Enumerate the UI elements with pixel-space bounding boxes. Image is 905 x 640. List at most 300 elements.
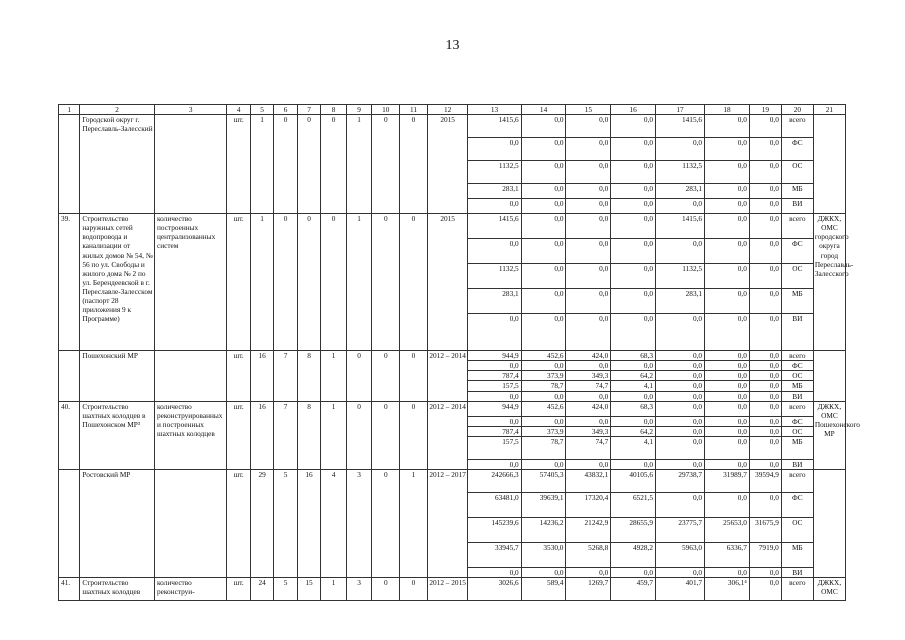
- quantity-cell: 0: [400, 214, 428, 351]
- program-table: [58, 104, 860, 601]
- amount-cell: 74,7: [566, 436, 611, 459]
- amount-cell: 349,3: [566, 371, 611, 381]
- amount-cell: 0,0: [611, 138, 656, 161]
- item-name-cell: Городской округ г. Переславль-Залесский: [80, 115, 155, 214]
- table-row: [59, 578, 846, 601]
- item-number-cell: 40.: [59, 401, 80, 469]
- amount-cell: 0,0: [611, 289, 656, 314]
- amount-cell: 0,0: [749, 391, 781, 401]
- indicator-cell: [154, 469, 227, 577]
- amount-cell: 0,0: [611, 567, 656, 577]
- item-name-cell: Строительство наружных сетей водопровода и канализации от жилых домов № 54, № 56 по ул. Свободы и жилого дома № 2 по ул. Берендеевской в г. Переславле-Залесском (паспорт 28 приложения 9 к Программе): [80, 214, 155, 351]
- column-number-cell: 20: [781, 105, 813, 115]
- unit-cell: шт.: [227, 115, 250, 214]
- amount-cell: 0,0: [611, 361, 656, 371]
- indicator-cell: количество построенных централизованных систем: [154, 214, 227, 351]
- amount-cell: 0,0: [656, 567, 705, 577]
- amount-cell: 0,0: [705, 138, 750, 161]
- responsible-cell: [813, 351, 845, 402]
- item-name-cell: Строительство шахтных колодцев в Пошехонском МР³: [80, 401, 155, 469]
- amount-cell: 0,0: [656, 199, 705, 214]
- amount-cell: 157,5: [468, 436, 521, 459]
- amount-cell: 0,0: [749, 289, 781, 314]
- funding-source-cell: ВИ: [781, 391, 813, 401]
- quantity-cell: 0: [321, 115, 347, 214]
- period-cell: 2015: [427, 214, 468, 351]
- amount-cell: 0,0: [468, 361, 521, 371]
- amount-cell: 0,0: [521, 391, 566, 401]
- amount-cell: 0,0: [705, 436, 750, 459]
- column-number-cell: 2: [80, 105, 155, 115]
- amount-cell: 0,0: [749, 371, 781, 381]
- amount-cell: 283,1: [468, 184, 521, 199]
- column-number-cell: 13: [468, 105, 521, 115]
- item-name-cell: Пошехонский МР: [80, 351, 155, 402]
- item-number-cell: [59, 115, 80, 214]
- funding-source-cell: ФС: [781, 239, 813, 264]
- funding-source-cell: всего: [781, 214, 813, 239]
- amount-cell: 0,0: [656, 314, 705, 351]
- amount-cell: 283,1: [468, 289, 521, 314]
- amount-cell: 0,0: [566, 416, 611, 426]
- indicator-cell: количество реконструированных и построенных шахтных колодцев: [154, 401, 227, 469]
- quantity-cell: 7: [274, 401, 297, 469]
- column-number-cell: 10: [372, 105, 400, 115]
- table-row: [59, 214, 846, 239]
- amount-cell: 0,0: [468, 199, 521, 214]
- amount-cell: 0,0: [705, 184, 750, 199]
- amount-cell: 0,0: [566, 314, 611, 351]
- item-number-cell: 39.: [59, 214, 80, 351]
- amount-cell: 0,0: [705, 381, 750, 391]
- quantity-cell: 0: [346, 351, 372, 402]
- amount-cell: 78,7: [521, 381, 566, 391]
- quantity-cell: 0: [297, 214, 320, 351]
- quantity-cell: 16: [297, 469, 320, 577]
- column-number-cell: 19: [749, 105, 781, 115]
- amount-cell: 283,1: [656, 184, 705, 199]
- quantity-cell: 3: [346, 578, 372, 601]
- amount-cell: 0,0: [705, 351, 750, 361]
- amount-cell: 7919,0: [749, 542, 781, 567]
- quantity-cell: 8: [297, 401, 320, 469]
- amount-cell: 0,0: [749, 264, 781, 289]
- quantity-cell: 29: [250, 469, 273, 577]
- amount-cell: 0,0: [749, 115, 781, 138]
- amount-cell: 145239,6: [468, 517, 521, 542]
- amount-cell: 3530,0: [521, 542, 566, 567]
- amount-cell: 0,0: [705, 214, 750, 239]
- amount-cell: 0,0: [468, 138, 521, 161]
- funding-source-cell: всего: [781, 578, 813, 601]
- table-header-row: [59, 105, 846, 115]
- funding-source-cell: ОС: [781, 371, 813, 381]
- responsible-cell: ДЖКХ, ОМС Пошехонского МР: [813, 401, 845, 469]
- table-row: [59, 469, 846, 492]
- amount-cell: 14236,2: [521, 517, 566, 542]
- amount-cell: 0,0: [705, 426, 750, 436]
- quantity-cell: 3: [346, 469, 372, 577]
- responsible-cell: [813, 469, 845, 577]
- quantity-cell: 0: [321, 214, 347, 351]
- amount-cell: 0,0: [749, 381, 781, 391]
- column-number-cell: 6: [274, 105, 297, 115]
- amount-cell: 0,0: [566, 391, 611, 401]
- amount-cell: 0,0: [611, 214, 656, 239]
- amount-cell: 0,0: [705, 401, 750, 416]
- quantity-cell: 16: [250, 351, 273, 402]
- amount-cell: 0,0: [749, 351, 781, 361]
- amount-cell: 0,0: [656, 391, 705, 401]
- quantity-cell: 0: [372, 578, 400, 601]
- quantity-cell: 0: [372, 401, 400, 469]
- amount-cell: 0,0: [705, 314, 750, 351]
- amount-cell: 306,1⁴: [705, 578, 750, 601]
- amount-cell: 157,5: [468, 381, 521, 391]
- amount-cell: 17320,4: [566, 492, 611, 517]
- unit-cell: шт.: [227, 351, 250, 402]
- quantity-cell: 0: [372, 469, 400, 577]
- amount-cell: 787,4: [468, 426, 521, 436]
- amount-cell: 0,0: [468, 314, 521, 351]
- amount-cell: 0,0: [521, 161, 566, 184]
- quantity-cell: 1: [321, 351, 347, 402]
- amount-cell: 23775,7: [656, 517, 705, 542]
- amount-cell: 0,0: [521, 264, 566, 289]
- amount-cell: 0,0: [705, 371, 750, 381]
- amount-cell: 5268,8: [566, 542, 611, 567]
- amount-cell: 1132,5: [468, 264, 521, 289]
- indicator-cell: количество реконструи-: [154, 578, 227, 601]
- funding-source-cell: ФС: [781, 492, 813, 517]
- funding-source-cell: МБ: [781, 436, 813, 459]
- amount-cell: 0,0: [705, 361, 750, 371]
- amount-cell: 0,0: [749, 436, 781, 459]
- amount-cell: 0,0: [749, 199, 781, 214]
- amount-cell: 0,0: [705, 161, 750, 184]
- amount-cell: 0,0: [705, 264, 750, 289]
- quantity-cell: 5: [274, 469, 297, 577]
- period-cell: 2012 – 2014: [427, 351, 468, 402]
- amount-cell: 25653,0: [705, 517, 750, 542]
- column-number-cell: 21: [813, 105, 845, 115]
- amount-cell: 589,4: [521, 578, 566, 601]
- quantity-cell: 0: [400, 401, 428, 469]
- quantity-cell: 0: [400, 351, 428, 402]
- quantity-cell: 15: [297, 578, 320, 601]
- quantity-cell: 0: [297, 115, 320, 214]
- amount-cell: 0,0: [749, 214, 781, 239]
- amount-cell: 0,0: [705, 289, 750, 314]
- responsible-cell: ДЖКХ, ОМС: [813, 578, 845, 601]
- table-row: [59, 351, 846, 361]
- amount-cell: 3026,6: [468, 578, 521, 601]
- amount-cell: 0,0: [468, 567, 521, 577]
- amount-cell: 0,0: [705, 391, 750, 401]
- amount-cell: 283,1: [656, 289, 705, 314]
- amount-cell: 5963,0: [656, 542, 705, 567]
- quantity-cell: 0: [372, 214, 400, 351]
- column-number-cell: 8: [321, 105, 347, 115]
- funding-source-cell: ФС: [781, 361, 813, 371]
- funding-source-cell: всего: [781, 401, 813, 416]
- amount-cell: 0,0: [749, 161, 781, 184]
- amount-cell: 459,7: [611, 578, 656, 601]
- amount-cell: 0,0: [705, 459, 750, 469]
- amount-cell: 424,0: [566, 351, 611, 361]
- amount-cell: 33945,7: [468, 542, 521, 567]
- quantity-cell: 0: [372, 351, 400, 402]
- funding-source-cell: МБ: [781, 381, 813, 391]
- amount-cell: 0,0: [749, 401, 781, 416]
- funding-source-cell: ВИ: [781, 459, 813, 469]
- funding-source-cell: ФС: [781, 138, 813, 161]
- amount-cell: 0,0: [611, 264, 656, 289]
- amount-cell: 452,6: [521, 351, 566, 361]
- funding-source-cell: ОС: [781, 517, 813, 542]
- amount-cell: 4928,2: [611, 542, 656, 567]
- amount-cell: 0,0: [468, 416, 521, 426]
- amount-cell: 1415,6: [468, 115, 521, 138]
- quantity-cell: 1: [400, 469, 428, 577]
- amount-cell: 0,0: [749, 426, 781, 436]
- amount-cell: 0,0: [566, 184, 611, 199]
- unit-cell: шт.: [227, 401, 250, 469]
- amount-cell: 0,0: [656, 416, 705, 426]
- amount-cell: 68,3: [611, 351, 656, 361]
- amount-cell: 0,0: [656, 401, 705, 416]
- amount-cell: 21242,9: [566, 517, 611, 542]
- amount-cell: 0,0: [656, 459, 705, 469]
- unit-cell: шт.: [227, 578, 250, 601]
- column-number-cell: 1: [59, 105, 80, 115]
- amount-cell: 39594,9: [749, 469, 781, 492]
- amount-cell: 0,0: [611, 239, 656, 264]
- amount-cell: 0,0: [705, 416, 750, 426]
- amount-cell: 0,0: [611, 314, 656, 351]
- amount-cell: 373,9: [521, 426, 566, 436]
- period-cell: 2012 – 2014: [427, 401, 468, 469]
- amount-cell: 0,0: [521, 138, 566, 161]
- amount-cell: 0,0: [521, 361, 566, 371]
- amount-cell: 349,3: [566, 426, 611, 436]
- funding-source-cell: ВИ: [781, 314, 813, 351]
- item-number-cell: [59, 469, 80, 577]
- amount-cell: 68,3: [611, 401, 656, 416]
- amount-cell: 373,9: [521, 371, 566, 381]
- amount-cell: 1132,5: [468, 161, 521, 184]
- amount-cell: 31675,9: [749, 517, 781, 542]
- quantity-cell: 0: [274, 115, 297, 214]
- amount-cell: 0,0: [566, 459, 611, 469]
- quantity-cell: 1: [250, 115, 273, 214]
- column-number-cell: 16: [611, 105, 656, 115]
- amount-cell: 1415,6: [656, 214, 705, 239]
- amount-cell: 0,0: [705, 492, 750, 517]
- quantity-cell: 1: [321, 401, 347, 469]
- amount-cell: 28655,9: [611, 517, 656, 542]
- amount-cell: 0,0: [611, 161, 656, 184]
- amount-cell: 0,0: [611, 199, 656, 214]
- funding-source-cell: ОС: [781, 161, 813, 184]
- amount-cell: 0,0: [656, 361, 705, 371]
- amount-cell: 0,0: [656, 492, 705, 517]
- amount-cell: 0,0: [566, 115, 611, 138]
- amount-cell: 0,0: [749, 492, 781, 517]
- amount-cell: 64,2: [611, 371, 656, 381]
- amount-cell: 0,0: [656, 426, 705, 436]
- quantity-cell: 0: [274, 214, 297, 351]
- quantity-cell: 0: [400, 578, 428, 601]
- responsible-cell: [813, 115, 845, 214]
- funding-source-cell: МБ: [781, 542, 813, 567]
- amount-cell: 0,0: [749, 416, 781, 426]
- amount-cell: 0,0: [521, 214, 566, 239]
- funding-source-cell: всего: [781, 115, 813, 138]
- amount-cell: 452,6: [521, 401, 566, 416]
- amount-cell: 0,0: [566, 214, 611, 239]
- amount-cell: 0,0: [749, 578, 781, 601]
- indicator-cell: [154, 351, 227, 402]
- period-cell: 2012 – 2017: [427, 469, 468, 577]
- amount-cell: 0,0: [611, 416, 656, 426]
- amount-cell: 0,0: [566, 239, 611, 264]
- quantity-cell: 4: [321, 469, 347, 577]
- column-number-cell: 12: [427, 105, 468, 115]
- amount-cell: 1415,6: [656, 115, 705, 138]
- amount-cell: 0,0: [656, 138, 705, 161]
- amount-cell: 0,0: [749, 184, 781, 199]
- amount-cell: 0,0: [611, 391, 656, 401]
- amount-cell: 0,0: [468, 391, 521, 401]
- funding-source-cell: всего: [781, 469, 813, 492]
- quantity-cell: 16: [250, 401, 273, 469]
- amount-cell: 401,7: [656, 578, 705, 601]
- amount-cell: 0,0: [566, 567, 611, 577]
- amount-cell: 0,0: [749, 239, 781, 264]
- amount-cell: 64,2: [611, 426, 656, 436]
- amount-cell: 4,1: [611, 436, 656, 459]
- amount-cell: 0,0: [705, 199, 750, 214]
- table-row: [59, 401, 846, 416]
- amount-cell: 0,0: [749, 314, 781, 351]
- funding-source-cell: ФС: [781, 416, 813, 426]
- amount-cell: 0,0: [705, 115, 750, 138]
- amount-cell: 0,0: [521, 567, 566, 577]
- amount-cell: 944,9: [468, 351, 521, 361]
- amount-cell: 0,0: [521, 416, 566, 426]
- column-number-cell: 11: [400, 105, 428, 115]
- indicator-cell: [154, 115, 227, 214]
- amount-cell: 0,0: [566, 289, 611, 314]
- amount-cell: 0,0: [705, 567, 750, 577]
- amount-cell: 0,0: [566, 161, 611, 184]
- amount-cell: 1132,5: [656, 264, 705, 289]
- funding-source-cell: ВИ: [781, 199, 813, 214]
- column-number-cell: 3: [154, 105, 227, 115]
- amount-cell: 78,7: [521, 436, 566, 459]
- amount-cell: 6336,7: [705, 542, 750, 567]
- quantity-cell: 1: [346, 214, 372, 351]
- amount-cell: 0,0: [656, 239, 705, 264]
- unit-cell: шт.: [227, 469, 250, 577]
- amount-cell: 29738,7: [656, 469, 705, 492]
- amount-cell: 0,0: [468, 459, 521, 469]
- amount-cell: 1269,7: [566, 578, 611, 601]
- item-number-cell: 41.: [59, 578, 80, 601]
- column-number-cell: 4: [227, 105, 250, 115]
- amount-cell: 0,0: [468, 239, 521, 264]
- item-name-cell: Ростовский МР: [80, 469, 155, 577]
- amount-cell: 0,0: [521, 115, 566, 138]
- funding-source-cell: ОС: [781, 264, 813, 289]
- amount-cell: 0,0: [521, 459, 566, 469]
- amount-cell: 0,0: [749, 459, 781, 469]
- amount-cell: 31989,7: [705, 469, 750, 492]
- amount-cell: 0,0: [521, 199, 566, 214]
- amount-cell: 0,0: [566, 361, 611, 371]
- amount-cell: 242666,3: [468, 469, 521, 492]
- amount-cell: 0,0: [749, 361, 781, 371]
- amount-cell: 63481,0: [468, 492, 521, 517]
- column-number-cell: 5: [250, 105, 273, 115]
- quantity-cell: 1: [346, 115, 372, 214]
- column-number-cell: 9: [346, 105, 372, 115]
- amount-cell: 0,0: [521, 289, 566, 314]
- amount-cell: 0,0: [656, 436, 705, 459]
- amount-cell: 0,0: [566, 264, 611, 289]
- column-number-cell: 15: [566, 105, 611, 115]
- amount-cell: 6521,5: [611, 492, 656, 517]
- amount-cell: 0,0: [656, 371, 705, 381]
- amount-cell: 1132,5: [656, 161, 705, 184]
- amount-cell: 40105,6: [611, 469, 656, 492]
- amount-cell: 0,0: [749, 138, 781, 161]
- item-number-cell: [59, 351, 80, 402]
- quantity-cell: 0: [372, 115, 400, 214]
- column-number-cell: 7: [297, 105, 320, 115]
- responsible-cell: ДЖКХ, ОМС городского округа город Переславль-Залесского: [813, 214, 845, 351]
- column-number-cell: 17: [656, 105, 705, 115]
- funding-source-cell: МБ: [781, 184, 813, 199]
- amount-cell: 0,0: [521, 239, 566, 264]
- quantity-cell: 5: [274, 578, 297, 601]
- period-cell: 2012 – 2015: [427, 578, 468, 601]
- amount-cell: 43832,1: [566, 469, 611, 492]
- amount-cell: 0,0: [656, 381, 705, 391]
- amount-cell: 1415,6: [468, 214, 521, 239]
- item-name-cell: Строительство шахтных колодцев: [80, 578, 155, 601]
- period-cell: 2015: [427, 115, 468, 214]
- page-number: 13: [445, 38, 460, 53]
- amount-cell: 944,9: [468, 401, 521, 416]
- amount-cell: 0,0: [611, 115, 656, 138]
- funding-source-cell: ОС: [781, 426, 813, 436]
- quantity-cell: 24: [250, 578, 273, 601]
- funding-source-cell: ВИ: [781, 567, 813, 577]
- column-number-cell: 14: [521, 105, 566, 115]
- table-row: [59, 115, 846, 138]
- amount-cell: 4,1: [611, 381, 656, 391]
- amount-cell: 0,0: [611, 459, 656, 469]
- quantity-cell: 7: [274, 351, 297, 402]
- amount-cell: 0,0: [566, 199, 611, 214]
- amount-cell: 0,0: [566, 138, 611, 161]
- amount-cell: 0,0: [705, 239, 750, 264]
- quantity-cell: 1: [250, 214, 273, 351]
- amount-cell: 74,7: [566, 381, 611, 391]
- unit-cell: шт.: [227, 214, 250, 351]
